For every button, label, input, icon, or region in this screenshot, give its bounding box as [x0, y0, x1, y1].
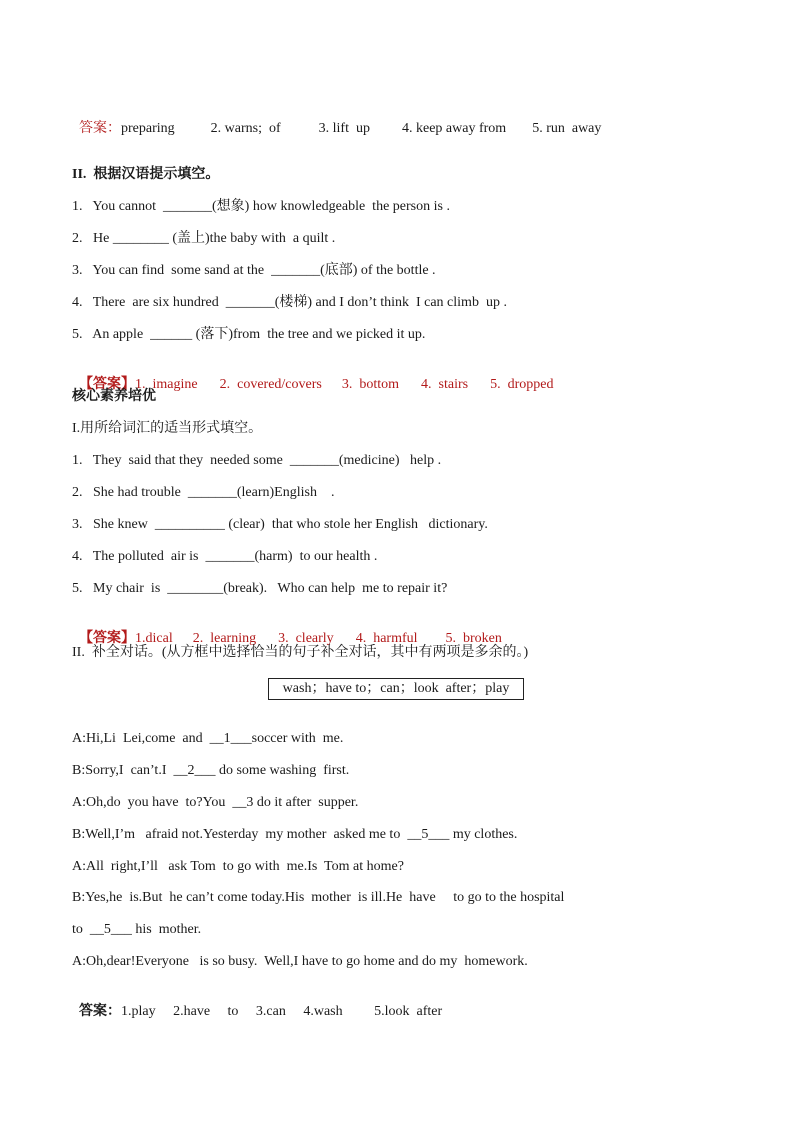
answer-item: 4. stairs: [421, 377, 469, 392]
question-line: 4. There are six hundred _______(楼梯) and I don’t think I can climb up .: [72, 295, 507, 310]
dialog-line: A:Oh,do you have to?You __3 do it after supper.: [72, 795, 359, 810]
dialog-line: B:Sorry,I can’t.I __2___ do some washing first.: [72, 763, 350, 778]
answer-item: 1.dical: [135, 631, 173, 646]
answer-item: 3. lift up: [318, 121, 370, 136]
dialog-line: to __5___ his mother.: [72, 922, 202, 937]
answer-item: 4. harmful: [355, 631, 418, 646]
dialog-line: B:Well,I’m afraid not.Yesterday my mother asked me to __5___ my clothes.: [72, 827, 518, 842]
question-line: 5. An apple ______ (落下)from the tree and we picked it up.: [72, 327, 426, 342]
answer-item: 1. imagine: [135, 377, 198, 392]
section-heading: II. 根据汉语提示填空。: [72, 167, 220, 182]
answer-item: 5. dropped: [490, 377, 554, 392]
section-heading: II. 补全对话。(从方框中选择恰当的句子补全对话，其中有两项是多余的。): [72, 645, 529, 660]
question-line: 5. My chair is ________(break). Who can help me to repair it?: [72, 581, 448, 596]
question-line: 3. You can find some sand at the _______(底部) of the bottle .: [72, 263, 436, 278]
word-box: wash；have to；can；look after；play: [268, 678, 524, 700]
dialog-line: A:All right,I’ll ask Tom to go with me.Is Tom at home?: [72, 859, 404, 874]
question-line: 1. They said that they needed some _______(medicine) help .: [72, 453, 442, 468]
answer-item: 2. warns; of: [210, 121, 281, 136]
section-heading: 核心素养培优: [72, 389, 156, 404]
dialog-line: B:Yes,he is.But he can’t come today.His mother is ill.He have to go to the hospital: [72, 890, 565, 905]
answer-line-1: [72, 102, 601, 138]
answer-line-3: [72, 612, 502, 648]
answer-text: 1.play 2.have to 3.can 4.wash 5.look after: [121, 1004, 443, 1019]
answer-item: preparing: [121, 121, 175, 136]
answer-line-4: [72, 985, 442, 1021]
answer-label: 答案：: [79, 1004, 121, 1019]
question-line: 3. She knew __________ (clear) that who stole her English dictionary.: [72, 517, 488, 532]
question-line: 4. The polluted air is _______(harm) to our health .: [72, 549, 378, 564]
section-subheading: I.用所给词汇的适当形式填空。: [72, 421, 263, 436]
question-line: 2. He ________ (盖上)the baby with a quilt .: [72, 231, 336, 246]
answer-item: 5. broken: [445, 631, 502, 646]
answer-label: 答案：: [79, 121, 121, 136]
dialog-line: A:Oh,dear!Everyone is so busy. Well,I have to go home and do my homework.: [72, 954, 528, 969]
dialog-line: A:Hi,Li Lei,come and __1___soccer with me.: [72, 731, 344, 746]
answer-item: 4. keep away from: [402, 121, 507, 136]
answer-item: 5. run away: [532, 121, 602, 136]
question-line: 2. She had trouble _______(learn)English .: [72, 485, 335, 500]
answer-label: 【答案】: [79, 631, 135, 646]
answer-item: 2. covered/covers: [219, 377, 322, 392]
answer-item: 3. clearly: [278, 631, 334, 646]
answer-item: 3. bottom: [341, 377, 400, 392]
answer-item: 2. learning: [192, 631, 257, 646]
question-line: 1. You cannot _______(想象) how knowledgeable the person is .: [72, 199, 450, 214]
answer-label: 【答案】: [79, 377, 135, 392]
